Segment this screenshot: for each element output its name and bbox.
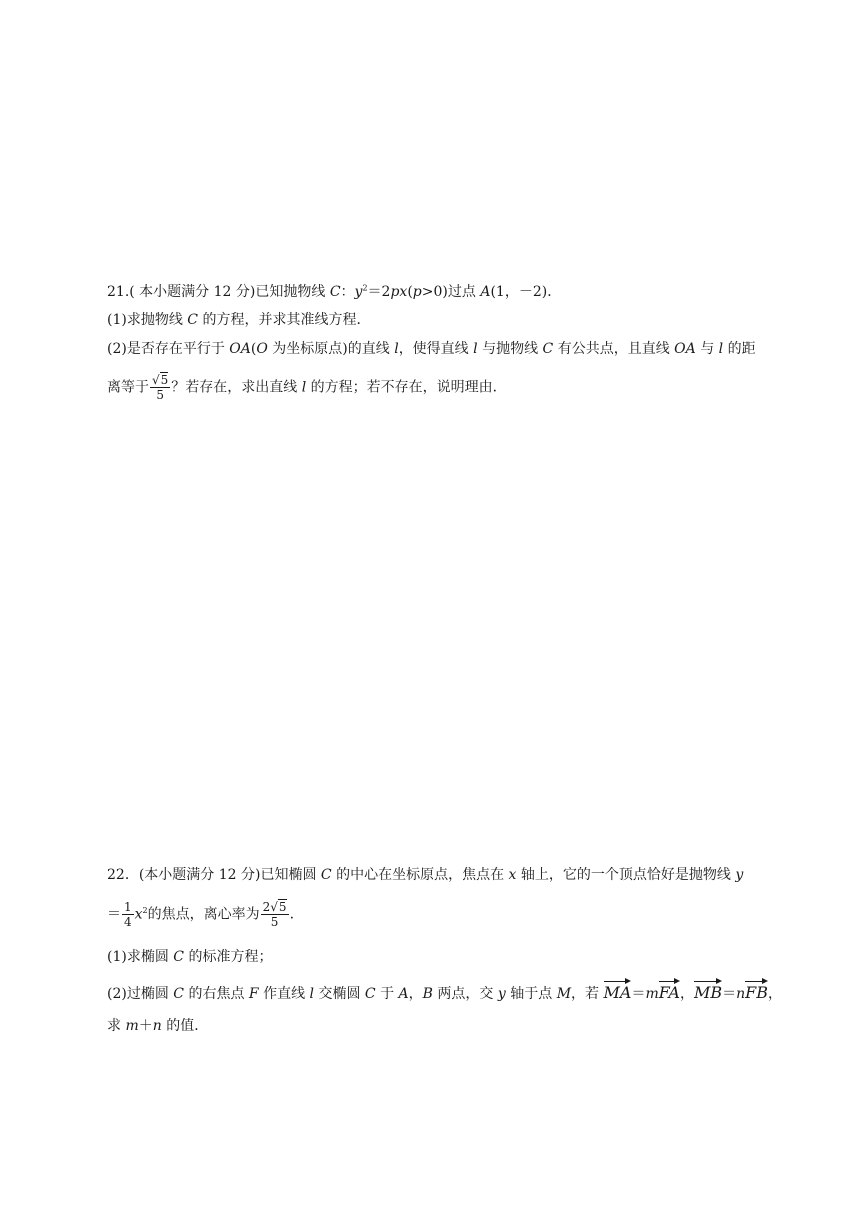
q22-line2: ＝ $\frac{1}{4}$ $x^2$的焦点，离心率为 $\frac{2√5}{5}$ . bbox=[107, 900, 295, 929]
vector-FB: FB bbox=[745, 980, 768, 1003]
q21-part2-line1: (2)是否存在平行于 OA(O 为坐标原点)的直线 l，使得直线 l 与抛物线 C 有公共点，且直线 OA 与 l 的距 bbox=[107, 341, 756, 357]
q21-part1: (1)求抛物线 C 的方程，并求其准线方程． bbox=[107, 312, 371, 328]
vector-FA: FA bbox=[659, 980, 680, 1003]
q21-line1: 21.( 本小题满分 12 分)已知抛物线 C：$y^2=2px(p>0)$过点 A(1，－2)． bbox=[107, 283, 562, 300]
q22-line1: 22．(本小题满分 12 分)已知椭圆 C 的中心在坐标原点，焦点在 x 轴上，它的一个顶点恰好是抛物线 y bbox=[107, 867, 744, 883]
q22-part1: (1)求椭圆 C 的标准方程； bbox=[107, 949, 273, 965]
q21-part2-line2: 离等于 $\frac{√5}{5}$ ？若存在，求出直线 l 的方程；若不存在，说明理由． bbox=[107, 373, 507, 402]
vector-MA: MA bbox=[604, 980, 632, 1003]
vector-MB: MB bbox=[694, 980, 722, 1003]
q22-part2-line1: (2)过椭圆 C 的右焦点 F 作直线 l 交椭圆 C 于 A，B 两点，交 y 轴于点 M，若 MA＝mFA，MB＝nFB， bbox=[107, 980, 782, 1004]
fraction-1-over-4: $\frac{1}{4}$ bbox=[124, 900, 132, 929]
fraction-2sqrt5-over-5: $\frac{2√5}{5}$ bbox=[262, 900, 287, 929]
q22-part2-line2: 求 m＋n 的值． bbox=[107, 1018, 209, 1034]
fraction-sqrt5-over-5: $\frac{√5}{5}$ bbox=[152, 373, 169, 402]
